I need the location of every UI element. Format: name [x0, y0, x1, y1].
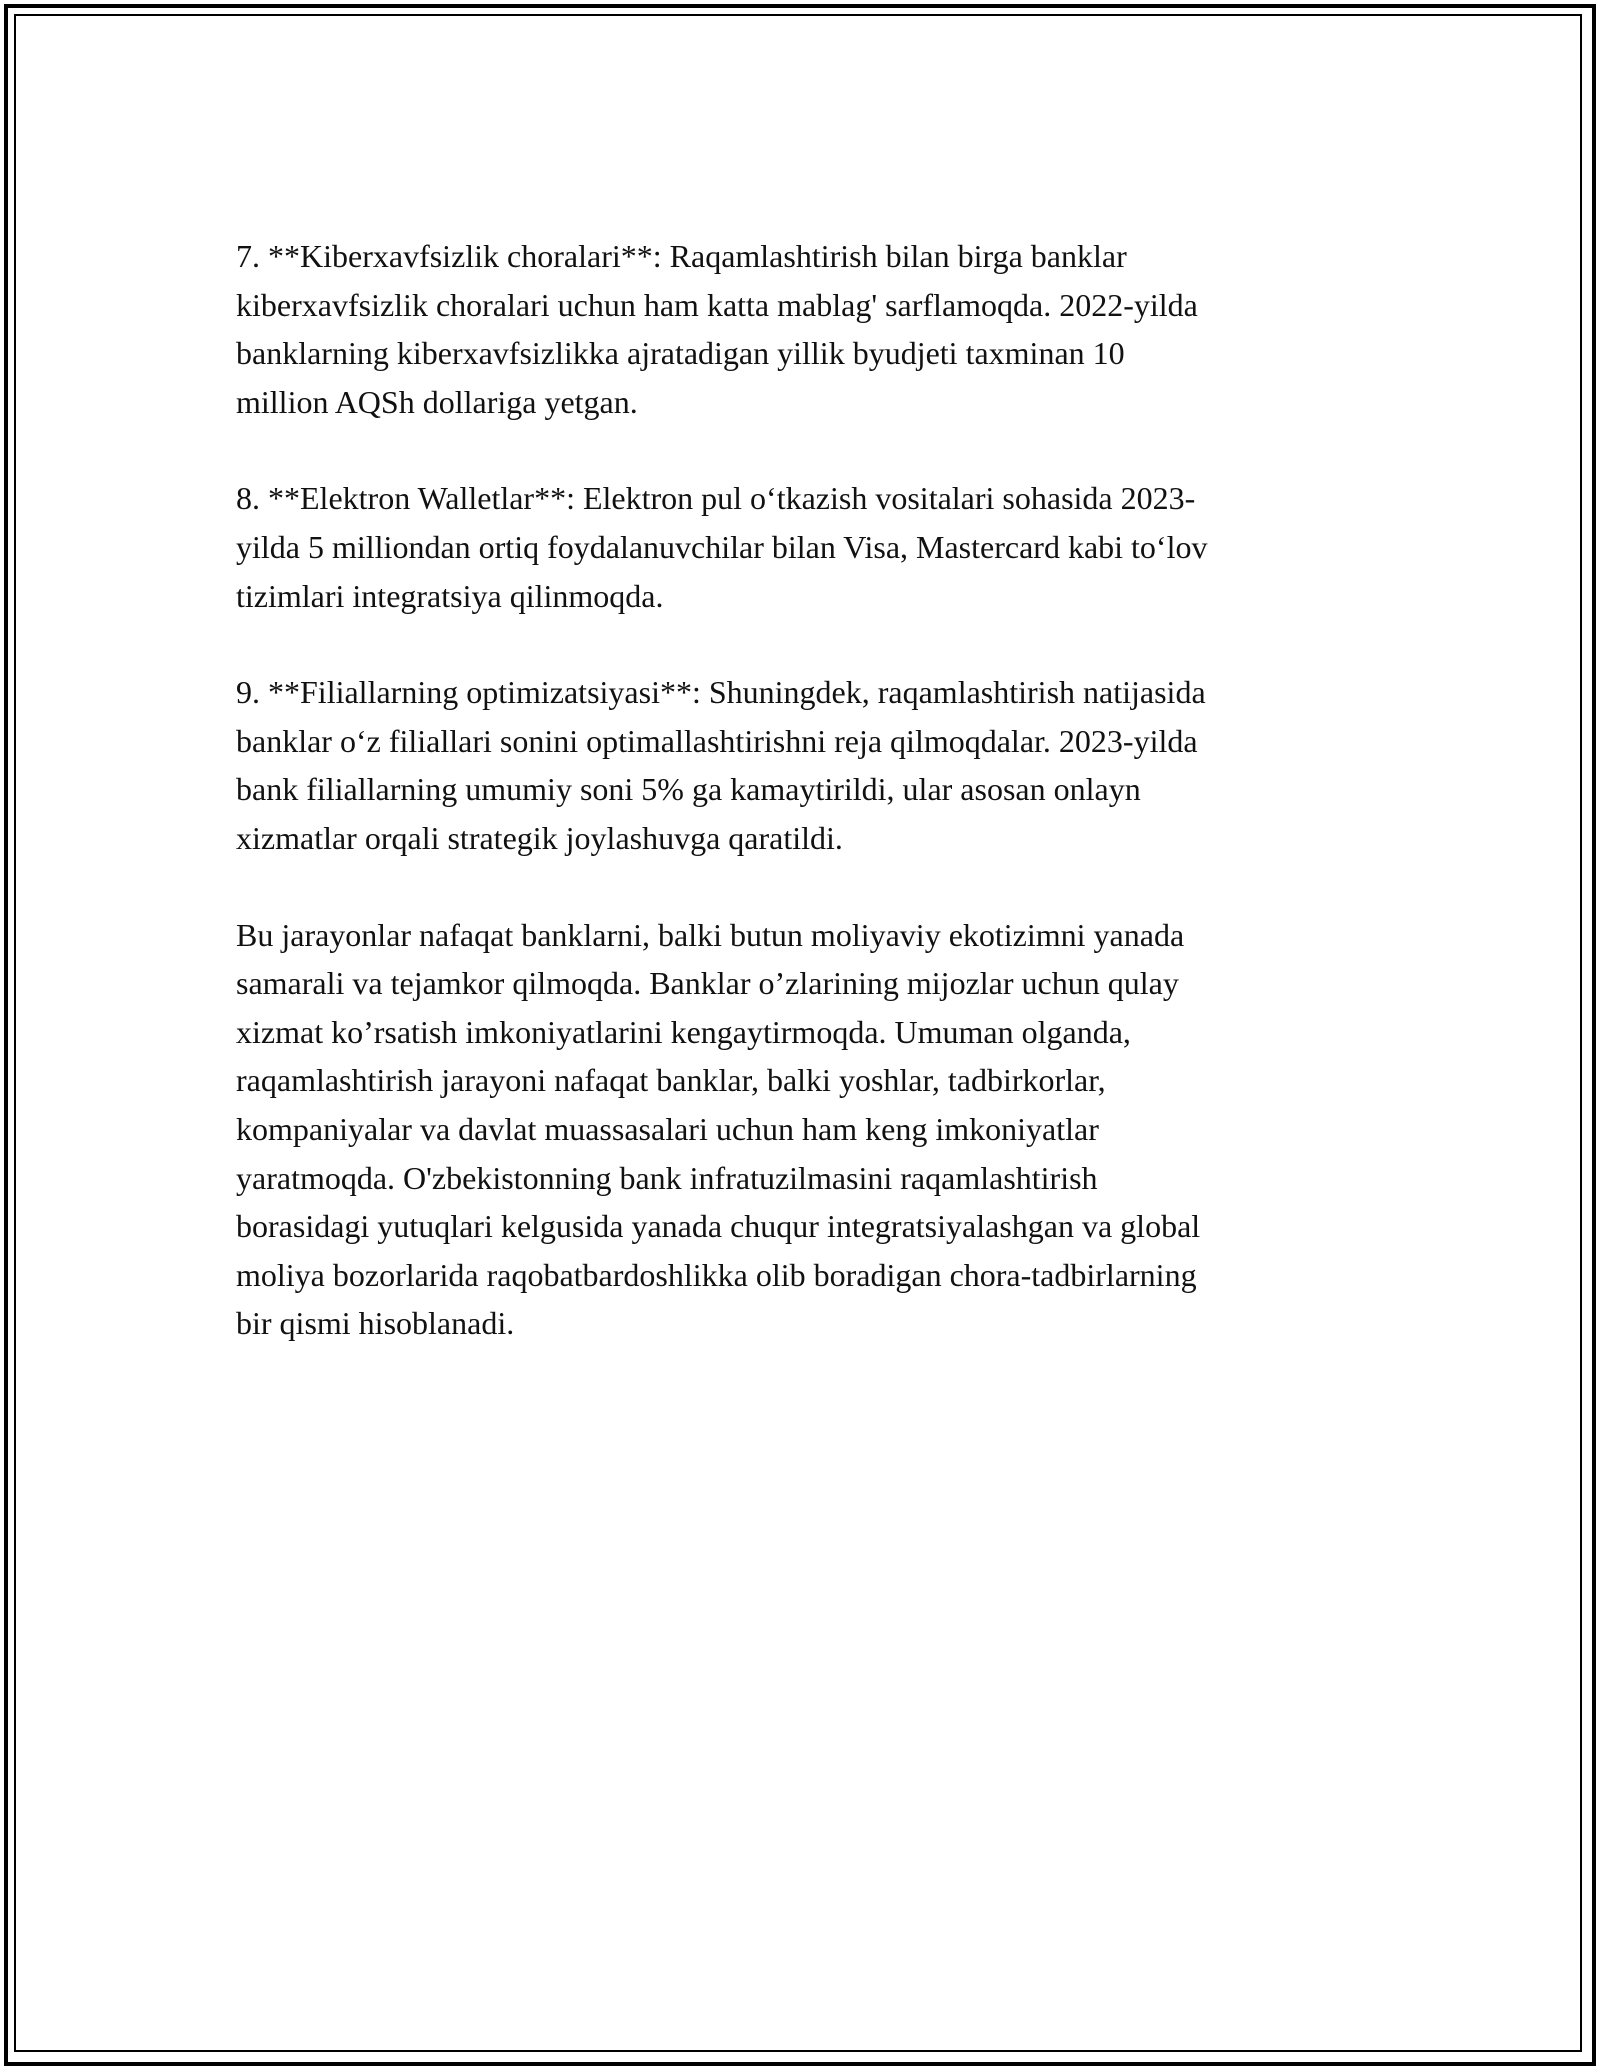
paragraph-branch-optimization: 9. **Filiallarning optimizatsiyasi**: Shuningdek, raqamlashtirish natijasida banklar o‘z filiallari sonini optimallashtirishni reja qilmoqdalar. 2023-yilda bank filiallarning umumiy soni 5% ga kamaytirildi, ular asosan onlayn xizmatlar orqali strategik joylashuvga qaratildi.: [236, 674, 1206, 856]
paragraph-electronic-wallets: 8. **Elektron Walletlar**: Elektron pul o‘tkazish vositalari sohasida 2023- yilda 5 milliondan ortiq foydalanuvchilar bilan Visa, Mastercard kabi to‘lov tizimlari integratsiya qilinmoqda.: [236, 480, 1208, 614]
paragraph-cybersecurity: 7. **Kiberxavfsizlik choralari**: Raqamlashtirish bilan birga banklar kiberxavfsizlik choralari uchun ham katta mablag' sarflamoqda. 2022-yilda banklarning kiberxavfsizlikka ajratadigan yillik byudjeti taxminan 10 million AQSh dollariga yetgan.: [236, 238, 1198, 420]
document-body: [236, 232, 1376, 1396]
paragraph-conclusion: Bu jarayonlar nafaqat banklarni, balki butun moliyaviy ekotizimni yanada samarali va tejamkor qilmoqda. Banklar o’zlarining mijozlar uchun qulay xizmat ko’rsatish imkoniyatlarini kengaytirmoqda. Umuman olganda, raqamlashtirish jarayoni nafaqat banklar, balki yoshlar, tadbirkorlar, kompaniyalar va davlat muassasalari uchun ham keng imkoniyatlar yaratmoqda. O'zbekistonning bank infratuzilmasini raqamlashtirish borasidagi yutuqlari kelgusida yanada chuqur integratsiyalashgan va global moliya bozorlarida raqobatbardoshlikka olib boradigan chora-tadbirlarning bir qismi hisoblanadi.: [236, 916, 1201, 1342]
